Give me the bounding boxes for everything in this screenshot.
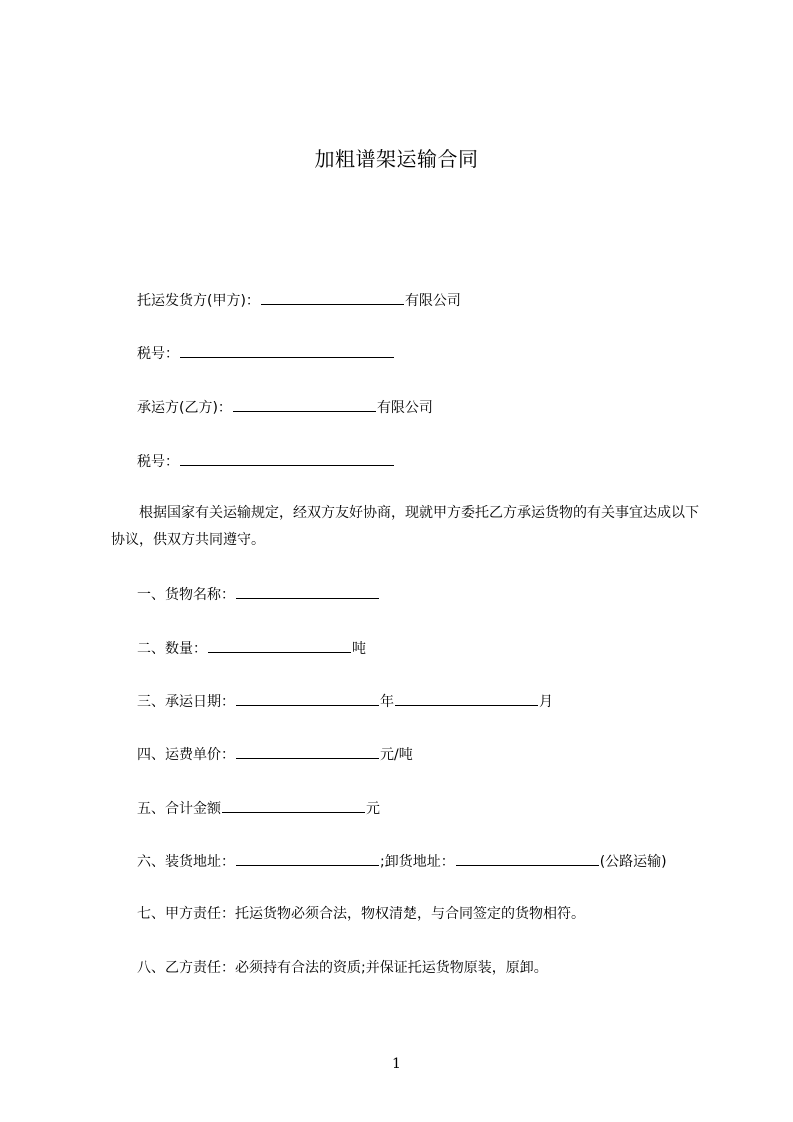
party-a-suffix: 有限公司: [404, 293, 461, 309]
clause-2-suffix: 吨: [352, 641, 366, 657]
party-b-blank: [233, 397, 376, 412]
clause-6-line: [137, 851, 667, 872]
party-a-tax-blank: [180, 343, 394, 358]
clause-8-line: [137, 958, 548, 978]
clause-5-label: 五、合计金额: [137, 801, 221, 817]
clause-2-label: 二、数量：: [137, 641, 207, 657]
party-a-line: [137, 290, 461, 311]
clause-1-blank: [236, 584, 379, 599]
intro-paragraph: [111, 500, 711, 554]
page-number: 1: [392, 1056, 401, 1072]
clause-7-text: 七、甲方责任：托运货物必须合法，物权清楚，与合同签定的货物相符。: [137, 906, 585, 922]
clause-5-suffix: 元: [366, 801, 380, 817]
clause-4-line: [137, 744, 413, 765]
clause-3-mid: 年: [380, 694, 394, 710]
clause-7-line: [137, 904, 585, 924]
party-a-tax-line: [137, 343, 395, 364]
clause-8-text: 八、乙方责任：必须持有合法的资质;并保证托运货物原装，原卸。: [137, 960, 548, 976]
party-b-line: [137, 397, 433, 418]
party-b-tax-label: 税号：: [137, 454, 179, 470]
clause-5-blank: [222, 798, 365, 813]
party-a-label: 托运发货方(甲方)：: [137, 293, 260, 309]
clause-3-blank-month: [395, 691, 538, 706]
clause-6-blank-load: [236, 851, 379, 866]
clause-1-label: 一、货物名称：: [137, 587, 235, 603]
party-b-tax-line: [137, 451, 395, 472]
clause-2-blank: [208, 638, 351, 653]
clause-4-label: 四、运费单价：: [137, 747, 235, 763]
intro-text: 根据国家有关运输规定，经双方友好协商，现就甲方委托乙方承运货物的有关事宜达成以下协议，供双方共同遵守。: [111, 505, 699, 548]
clause-6-mid: ;卸货地址：: [380, 854, 455, 870]
clause-2-line: [137, 638, 366, 659]
party-b-label: 承运方(乙方)：: [137, 400, 232, 416]
party-b-suffix: 有限公司: [376, 400, 433, 416]
clause-3-label: 三、承运日期：: [137, 694, 235, 710]
document-title: 加粗谱架运输合同: [314, 147, 479, 171]
clause-6-label: 六、装货地址：: [137, 854, 235, 870]
clause-4-suffix: 元/吨: [380, 747, 413, 763]
clause-3-suffix: 月: [539, 694, 553, 710]
clause-6-suffix: (公路运输): [599, 854, 667, 870]
clause-4-blank: [236, 744, 379, 759]
clause-5-line: [137, 798, 380, 819]
clause-3-line: [137, 691, 553, 712]
clause-6-blank-unload: [456, 851, 599, 866]
party-a-tax-label: 税号：: [137, 346, 179, 362]
clause-3-blank-year: [236, 691, 379, 706]
party-a-blank: [261, 290, 404, 305]
clause-1-line: [137, 584, 380, 605]
party-b-tax-blank: [180, 451, 394, 466]
